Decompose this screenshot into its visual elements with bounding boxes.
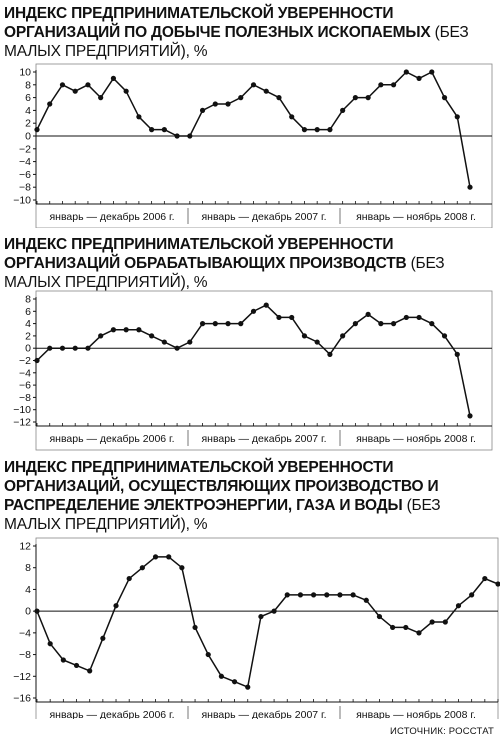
data-point	[206, 652, 211, 657]
y-tick-label: −2	[19, 355, 31, 367]
data-point	[315, 339, 320, 344]
chart-3-title-bold: ИНДЕКС ПРЕДПРИНИМАТЕЛЬСКОЙ УВЕРЕННОСТИ ОРГАНИЗАЦИЙ, ОСУЩЕСТВЛЯЮЩИХ ПРОИЗВОДСТВО И РАСПРЕДЕЛЕНИЕ ЭЛЕКТРОЭНЕРГИИ, ГАЗА И ВОДЫ	[4, 459, 439, 514]
data-point	[60, 346, 65, 351]
y-tick-label: −8	[19, 649, 31, 662]
data-point	[416, 315, 421, 320]
data-point	[327, 127, 332, 132]
data-point	[298, 592, 303, 597]
y-tick-label: 10	[19, 66, 31, 79]
data-point	[429, 69, 434, 74]
data-point	[187, 133, 192, 138]
y-tick-label: 2	[25, 330, 31, 343]
data-point	[455, 114, 460, 119]
data-point	[340, 108, 345, 113]
data-point	[366, 95, 371, 100]
data-point	[391, 321, 396, 326]
data-point	[174, 133, 179, 138]
y-tick-label: 12	[19, 540, 31, 553]
data-point	[366, 312, 371, 317]
data-point	[34, 358, 39, 363]
data-point	[111, 76, 116, 81]
data-point	[74, 663, 79, 668]
x-category-label: январь — декабрь 2007 г.	[201, 433, 327, 445]
data-point	[264, 89, 269, 94]
data-point	[276, 95, 281, 100]
data-point	[289, 315, 294, 320]
data-point	[140, 565, 145, 570]
chart-1-title-light: (БЕЗ МАЛЫХ ПРЕДПРИЯТИЙ), %	[4, 24, 469, 60]
source-note: ИСТОЧНИК: РОССТАТ	[390, 726, 494, 737]
data-point	[403, 625, 408, 630]
data-point	[98, 95, 103, 100]
data-point	[213, 321, 218, 326]
data-point	[353, 321, 358, 326]
chart-2-title	[4, 235, 496, 292]
data-point	[364, 598, 369, 603]
y-tick-label: 6	[25, 305, 31, 318]
chart-3-svg	[0, 534, 500, 719]
chart-2	[0, 288, 500, 451]
y-tick-label: 0	[25, 605, 31, 618]
data-point	[85, 82, 90, 87]
y-tick-label: 4	[25, 318, 31, 331]
data-point	[327, 352, 332, 357]
data-point	[337, 592, 342, 597]
data-point	[238, 321, 243, 326]
y-tick-label: −12	[13, 416, 31, 429]
data-point	[258, 614, 263, 619]
y-tick-label: −4	[19, 367, 31, 380]
data-point	[340, 333, 345, 338]
data-point	[245, 685, 250, 690]
data-point	[34, 609, 39, 614]
y-tick-label: 4	[25, 104, 31, 117]
chart-2-title-light: (БЕЗ МАЛЫХ ПРЕДПРИЯТИЙ), %	[4, 255, 445, 291]
y-tick-label: −10	[13, 194, 31, 207]
data-point	[47, 346, 52, 351]
data-point	[404, 315, 409, 320]
data-point	[351, 592, 356, 597]
data-point	[179, 565, 184, 570]
data-point	[442, 95, 447, 100]
data-point	[162, 339, 167, 344]
data-point	[60, 82, 65, 87]
data-point	[73, 346, 78, 351]
x-category-label: январь — декабрь 2006 г.	[49, 211, 175, 223]
data-point	[85, 346, 90, 351]
data-point	[192, 625, 197, 630]
data-point	[124, 89, 129, 94]
y-tick-label: 6	[25, 92, 31, 105]
data-point	[232, 679, 237, 684]
data-point	[187, 339, 192, 344]
data-point	[378, 321, 383, 326]
chart-2-title-bold: ИНДЕКС ПРЕДПРИНИМАТЕЛЬСКОЙ УВЕРЕННОСТИ ОРГАНИЗАЦИЙ ОБРАБАТЫВАЮЩИХ ПРОИЗВОДСТВ	[4, 236, 407, 272]
data-point	[48, 641, 53, 646]
data-point	[98, 333, 103, 338]
data-point	[100, 636, 105, 641]
y-tick-label: 0	[25, 342, 31, 355]
data-point	[111, 327, 116, 332]
data-point	[113, 603, 118, 608]
data-point	[302, 333, 307, 338]
data-point	[391, 82, 396, 87]
data-point	[136, 327, 141, 332]
y-tick-label: −10	[13, 404, 31, 417]
x-category-label: январь — декабрь 2007 г.	[201, 211, 327, 223]
chart-1-svg	[0, 58, 500, 228]
data-point	[311, 592, 316, 597]
data-point	[136, 114, 141, 119]
data-point	[430, 619, 435, 624]
data-point	[416, 76, 421, 81]
chart-3	[0, 534, 500, 719]
data-point	[377, 614, 382, 619]
data-point	[238, 95, 243, 100]
x-category-label: январь — декабрь 2006 г.	[49, 433, 175, 445]
y-tick-label: −12	[13, 670, 31, 683]
data-point	[302, 127, 307, 132]
chart-2-svg	[0, 288, 500, 451]
data-point	[219, 674, 224, 679]
data-point	[225, 101, 230, 106]
data-point	[429, 321, 434, 326]
data-point	[200, 321, 205, 326]
data-point	[162, 127, 167, 132]
data-point	[213, 101, 218, 106]
x-category-label: январь — ноябрь 2008 г.	[356, 709, 476, 719]
y-tick-label: 8	[25, 293, 31, 306]
x-category-label: январь — декабрь 2006 г.	[49, 709, 175, 719]
data-point	[442, 333, 447, 338]
y-tick-label: 0	[25, 130, 31, 143]
y-tick-label: −6	[19, 379, 31, 392]
y-tick-label: −8	[19, 391, 31, 404]
data-point	[61, 657, 66, 662]
plot-frame	[36, 538, 498, 719]
y-tick-label: 8	[25, 79, 31, 92]
data-point	[251, 82, 256, 87]
data-point	[289, 114, 294, 119]
y-tick-label: −4	[19, 156, 31, 169]
data-point	[285, 592, 290, 597]
data-point	[264, 303, 269, 308]
plot-frame	[36, 64, 492, 228]
y-tick-label: −2	[19, 143, 31, 156]
data-point	[149, 127, 154, 132]
chart-3-title-light: (БЕЗ МАЛЫХ ПРЕДПРИЯТИЙ), %	[4, 497, 441, 533]
data-point	[87, 668, 92, 673]
data-point	[34, 127, 39, 132]
y-tick-label: 4	[25, 583, 31, 596]
data-point	[124, 327, 129, 332]
data-point	[404, 69, 409, 74]
y-tick-label: −4	[19, 627, 31, 640]
y-tick-label: −8	[19, 181, 31, 194]
data-point	[149, 333, 154, 338]
data-point	[456, 603, 461, 608]
y-tick-label: 8	[25, 562, 31, 575]
data-point	[73, 89, 78, 94]
data-point	[390, 625, 395, 630]
data-point	[225, 321, 230, 326]
series-line	[37, 305, 470, 416]
data-point	[495, 581, 500, 586]
data-point	[324, 592, 329, 597]
data-point	[127, 576, 132, 581]
data-point	[174, 346, 179, 351]
data-point	[353, 95, 358, 100]
chart-1-title	[4, 4, 496, 61]
data-point	[482, 576, 487, 581]
x-category-label: январь — ноябрь 2008 г.	[356, 211, 476, 223]
data-point	[276, 315, 281, 320]
data-point	[467, 185, 472, 190]
data-point	[443, 619, 448, 624]
x-category-label: январь — ноябрь 2008 г.	[356, 433, 476, 445]
data-point	[315, 127, 320, 132]
data-point	[467, 413, 472, 418]
data-point	[378, 82, 383, 87]
data-point	[251, 309, 256, 314]
data-point	[200, 108, 205, 113]
chart-1	[0, 58, 500, 228]
chart-1-title-bold: ИНДЕКС ПРЕДПРИНИМАТЕЛЬСКОЙ УВЕРЕННОСТИ ОРГАНИЗАЦИЙ ПО ДОБЫЧЕ ПОЛЕЗНЫХ ИСКОПАЕМЫХ	[4, 5, 431, 41]
y-tick-label: −16	[13, 692, 31, 705]
x-category-label: январь — декабрь 2007 г.	[201, 709, 327, 719]
data-point	[469, 592, 474, 597]
data-point	[153, 554, 158, 559]
chart-3-title	[4, 458, 496, 534]
data-point	[271, 609, 276, 614]
data-point	[455, 352, 460, 357]
data-point	[47, 101, 52, 106]
data-point	[416, 630, 421, 635]
series-line	[37, 72, 470, 187]
series-line	[37, 557, 498, 687]
y-tick-label: 2	[25, 117, 31, 130]
data-point	[166, 554, 171, 559]
y-tick-label: −6	[19, 168, 31, 181]
